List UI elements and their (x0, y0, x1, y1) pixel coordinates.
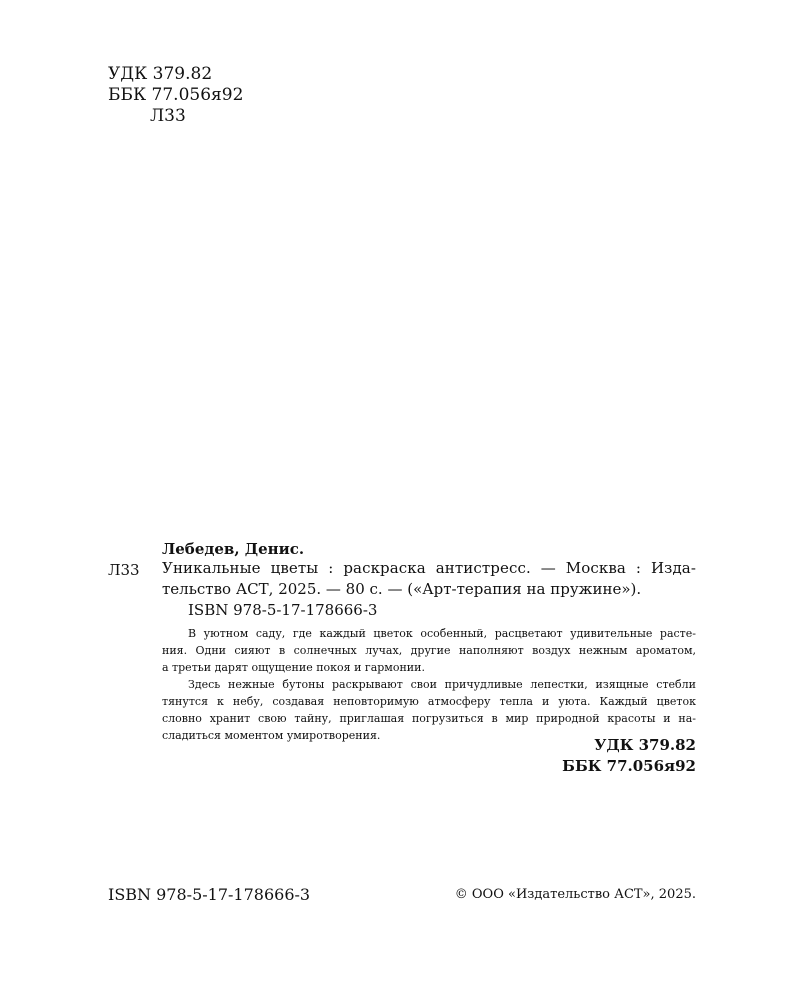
record-title-block (162, 558, 696, 600)
annotation (162, 625, 696, 744)
annotation-line: сладиться моментом умиротворения. (162, 729, 381, 742)
footer-copyright: © ООО «Издательство АСТ», 2025. (454, 887, 696, 902)
author-mark: Л33 (150, 106, 186, 126)
bottom-classification-codes (562, 735, 696, 777)
annotation-line: Здесь нежные бутоны раскрывают свои причудливые лепестки, изящные стебли (188, 678, 696, 691)
annotation-line: словно хранит свою тайну, приглашая погрузиться в мир природной красоты и на- (162, 712, 696, 725)
annotation-line: тянутся к небу, создавая неповторимую атмосферу тепла и уюта. Каждый цветок (162, 695, 696, 708)
annotation-paragraph-1 (162, 625, 696, 676)
annotation-line: а третьи дарят ощущение покоя и гармонии. (162, 661, 425, 674)
record-isbn: ISBN 978-5-17-178666-3 (188, 601, 378, 619)
bbk-code-bold: ББК 77.056я92 (562, 757, 696, 775)
annotation-line: ния. Одни сияют в солнечных лучах, другие наполняют воздух нежным ароматом, (162, 644, 696, 657)
record-title-line-2: тельство АСТ, 2025. — 80 с. — («Арт-терапия на пружине»). (162, 580, 642, 598)
udk-code: УДК 379.82 (108, 64, 213, 84)
record-cutter-mark: Л33 (108, 561, 140, 579)
annotation-line: В уютном саду, где каждый цветок особенный, расцветают удивительные расте- (188, 627, 696, 640)
record-author: Лебедев, Денис. (162, 540, 305, 558)
record-title-line-1: Уникальные цветы : раскраска антистресс. — Москва : Изда- (162, 559, 696, 577)
udk-code-bold: УДК 379.82 (594, 736, 696, 754)
footer-isbn: ISBN 978-5-17-178666-3 (108, 885, 311, 904)
annotation-paragraph-2 (162, 676, 696, 744)
bbk-code: ББК 77.056я92 (108, 85, 244, 105)
top-classification-codes (108, 64, 243, 127)
